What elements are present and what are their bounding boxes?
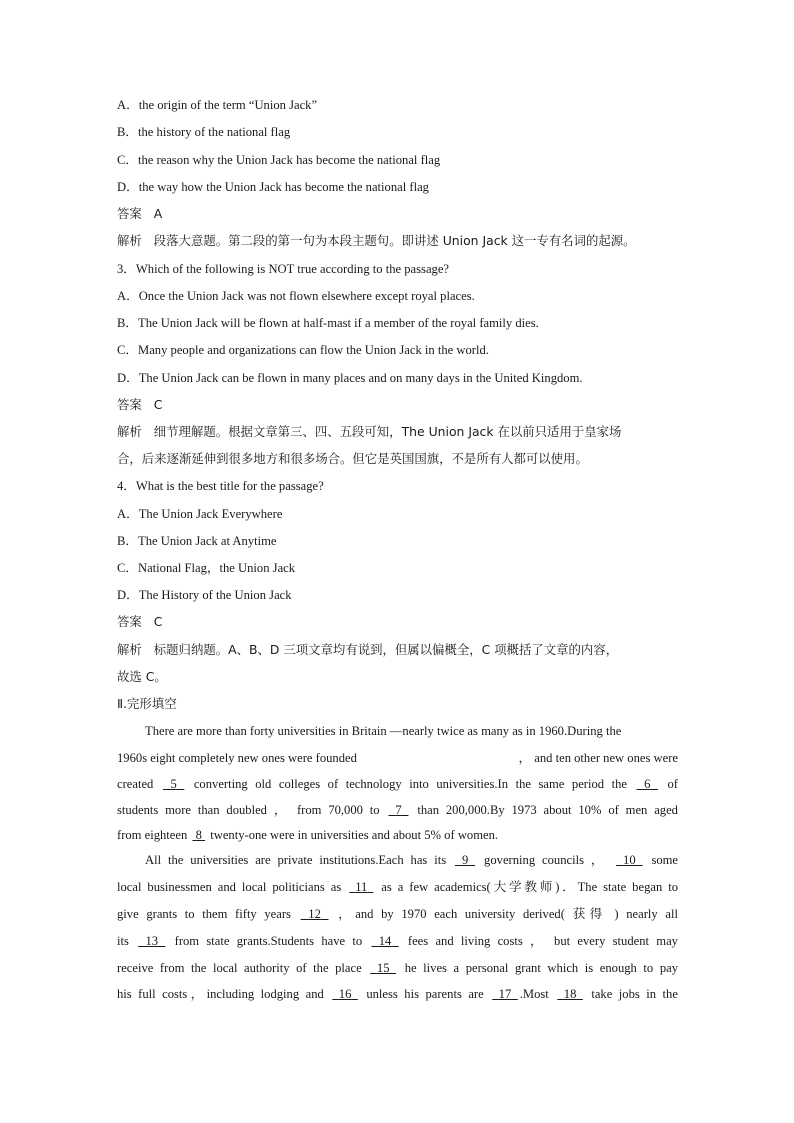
analysis-line: 解析 段落大意题。第二段的第一句为本段主题句。即讲述 Union Jack 这一专有名词的起源。 (117, 233, 636, 248)
passage-line: its 13 from state grants.Students have to 14 fees and living costs ， but every student may (117, 934, 678, 948)
blank-9[interactable]: 9 (461, 853, 469, 867)
passage-line: his full costs，including lodging and 16 unless his parents are 17 .Most 18 take jobs in the (117, 987, 678, 1001)
blank-16[interactable]: 16 (338, 987, 352, 1001)
option-c: C．Many people and organizations can flow the Union Jack in the world. (117, 343, 489, 357)
passage-line: give grants to them fifty years 12 ，and by 1970 each university derived( 获得 ) nearly all (117, 907, 678, 921)
answer-line: 答案 C (117, 397, 163, 412)
option-b: B．the history of the national flag (117, 125, 291, 139)
question-stem: 3．Which of the following is NOT true according to the passage? (117, 262, 450, 276)
passage-line: There are more than forty universities in Britain —nearly twice as many as in 1960.During the (145, 724, 622, 738)
blank-10[interactable]: 10 (623, 853, 636, 867)
passage-line: from eighteen 8 twenty-one were in universities and about 5% of women. (117, 828, 499, 842)
passage-line: receive from the local authority of the place 15 he lives a personal grant which is enough to pay (117, 961, 679, 975)
passage-line: All the universities are private institutions.Each has its 9 governing councils ， 10 some (145, 853, 679, 867)
option-d: D．the way how the Union Jack has become the national flag (117, 180, 429, 194)
blank-8[interactable]: 8 (195, 828, 202, 842)
analysis-line-continued: 合，后来逐渐延伸到很多地方和很多场合。但它是英国国旗，不是所有人都可以使用。 (117, 451, 588, 466)
option-a: A．Once the Union Jack was not flown elsewhere except royal places. (117, 289, 475, 303)
answer-line: 答案 A (117, 206, 163, 221)
blank-13[interactable]: 13 (145, 934, 159, 948)
passage-line: local businessmen and local politicians as 11 as a few academics(大学教师)．The state began to (117, 880, 679, 894)
blank-6[interactable]: 6 (644, 777, 651, 791)
blank-18[interactable]: 18 (563, 987, 577, 1001)
option-d: D．The Union Jack can be flown in many places and on many days in the United Kingdom. (117, 371, 583, 385)
option-d: D．The History of the Union Jack (117, 588, 292, 602)
blank-15[interactable]: 15 (376, 961, 390, 975)
option-c: C．National Flag，the Union Jack (117, 561, 296, 575)
blank-5[interactable]: 5 (170, 777, 177, 791)
passage-line: created 5 converting old colleges of technology into universities.In the same period the 6 of (117, 777, 678, 791)
blank-17[interactable]: 17 (498, 987, 512, 1001)
option-c: C．the reason why the Union Jack has become the national flag (117, 153, 441, 167)
analysis-line-continued: 故选 C。 (117, 669, 167, 684)
option-a: A．The Union Jack Everywhere (117, 507, 283, 521)
analysis-line: 解析 细节理解题。根据文章第三、四、五段可知，The Union Jack 在以前只适用于皇家场 (117, 424, 622, 439)
analysis-line: 解析 标题归纳题。A、B、D 三项文章均有说到，但属以偏概全，C 项概括了文章的内容， (117, 642, 619, 657)
passage-line: students more than doubled ， from 70,000 to 7 than 200,000.By 1973 about 10% of men aged (117, 803, 678, 817)
section-title: Ⅱ.完形填空 (117, 696, 177, 711)
option-b: B．The Union Jack will be flown at half-mast if a member of the royal family dies. (117, 316, 539, 330)
option-a: A．the origin of the term “Union Jack” (117, 98, 318, 112)
blank-7[interactable]: 7 (395, 803, 402, 817)
passage-line: 1960s eight completely new ones were founded ， and ten other new ones were (117, 751, 678, 765)
blank-12[interactable]: 12 (308, 907, 321, 921)
option-b: B．The Union Jack at Anytime (117, 534, 277, 548)
answer-line: 答案 C (117, 614, 163, 629)
blank-11[interactable]: 11 (355, 880, 368, 894)
question-stem: 4．What is the best title for the passage? (117, 479, 324, 493)
blank-14[interactable]: 14 (378, 934, 392, 948)
